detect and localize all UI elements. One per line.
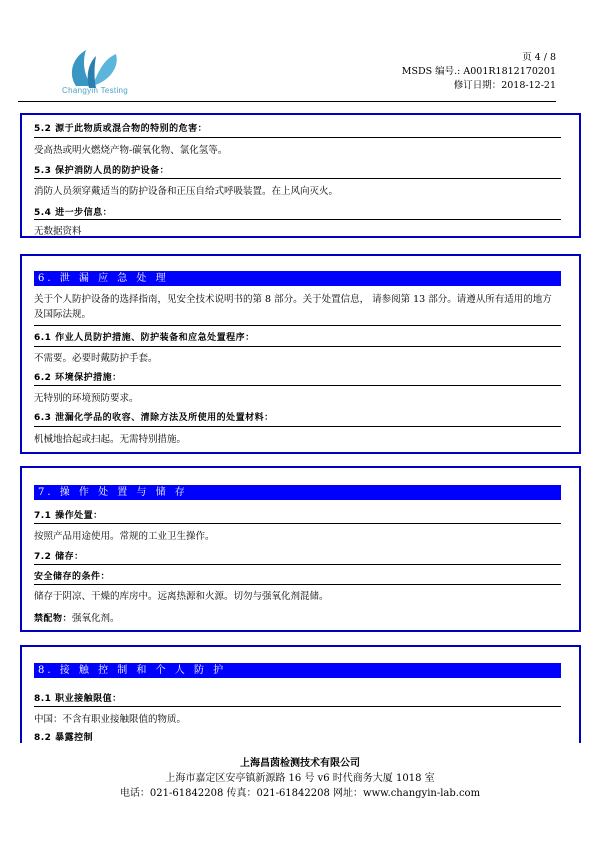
- heading-6-3: 6.3 泄漏化学品的收容、清除方法及所使用的处置材料：: [34, 413, 274, 423]
- divider: [34, 137, 561, 138]
- heading-8-2: 8.2 暴露控制: [34, 733, 94, 743]
- text-6-1: 不需要。必要时戴防护手套。: [34, 353, 158, 364]
- heading-7-1: 7.1 操作处置：: [34, 511, 103, 521]
- divider: [34, 325, 561, 326]
- section-6-intro: 关于个人防护设备的选择指南，见安全技术说明书的第 8 部分。关于处置信息， 请参阅第 13 部分。请遵从所有适用的地方及国际法规。: [34, 294, 552, 320]
- heading-5-3: 5.3 保护消防人员的防护设备：: [34, 166, 170, 176]
- divider: [34, 346, 561, 347]
- section-7-box: [20, 466, 581, 632]
- text-5-3: 消防人员须穿戴适当的防护设备和正压自给式呼吸装置。在上风向灭火。: [34, 186, 339, 197]
- text-5-4: 无数据资料: [34, 226, 82, 237]
- section-8-title: 8. 接 触 控 制 和 个 人 防 护: [34, 663, 561, 678]
- page-footer: [0, 756, 600, 801]
- msds-number: MSDS 编号.: A001R1812170201: [401, 66, 556, 77]
- header-divider: [18, 101, 556, 102]
- divider: [34, 385, 561, 386]
- divider: [34, 523, 561, 524]
- text-6-3: 机械地拾起或扫起。无需特别措施。: [34, 434, 187, 445]
- heading-storage-conditions: 安全储存的条件：: [34, 572, 111, 582]
- text-storage-conditions: 储存于阴凉、干燥的库房中。远离热源和火源。切勿与强氧化剂混储。: [34, 591, 329, 602]
- divider: [34, 564, 561, 565]
- incompatible-label: 禁配物：: [34, 614, 73, 624]
- page-number: 页 4 / 8: [522, 52, 556, 63]
- text-5-2: 受高热或明火燃烧产物-碳氧化物、氯化氢等。: [34, 145, 228, 156]
- section-5-box: [20, 113, 581, 238]
- divider: [34, 178, 561, 179]
- text-7-1: 按照产品用途使用。常规的工业卫生操作。: [34, 531, 215, 542]
- footer-contact: 电话：021-61842208 传真：021-61842208 网址：www.changyin-lab.com: [119, 788, 481, 799]
- section-6-title: 6. 泄 漏 应 急 处 理: [34, 271, 561, 286]
- section-7-title: 7. 操 作 处 置 与 储 存: [34, 485, 561, 500]
- incompatible-materials: [34, 610, 120, 624]
- page-header-info: [402, 51, 556, 93]
- section-8-box: [20, 645, 581, 743]
- heading-7-2: 7.2 储存：: [34, 552, 84, 562]
- heading-8-1: 8.1 职业接触限值：: [34, 694, 122, 704]
- divider: [34, 584, 561, 585]
- heading-5-2: 5.2 源于此物质或混合物的特别的危害：: [34, 124, 208, 134]
- revision-date: 修订日期：2018-12-21: [453, 80, 556, 91]
- divider: [34, 426, 561, 427]
- footer-address: 上海市嘉定区安亭镇新源路 16 号 v6 时代商务大厦 1018 室: [165, 773, 435, 784]
- footer-company: 上海昌茵检测技术有限公司: [240, 758, 360, 769]
- logo-text: Changyin Testing: [62, 86, 129, 95]
- heading-6-1: 6.1 作业人员防护措施、防护装备和应急处置程序：: [34, 333, 255, 343]
- divider: [34, 219, 561, 220]
- incompatible-value: 强氧化剂。: [72, 613, 120, 624]
- section-6-box: [20, 254, 581, 454]
- heading-5-4: 5.4 进一步信息：: [34, 208, 113, 218]
- text-8-1: 中国：不含有职业接触限值的物质。: [34, 714, 187, 725]
- divider: [34, 706, 561, 707]
- text-6-2: 无特别的环境预防要求。: [34, 393, 139, 404]
- heading-6-2: 6.2 环境保护措施：: [34, 373, 122, 383]
